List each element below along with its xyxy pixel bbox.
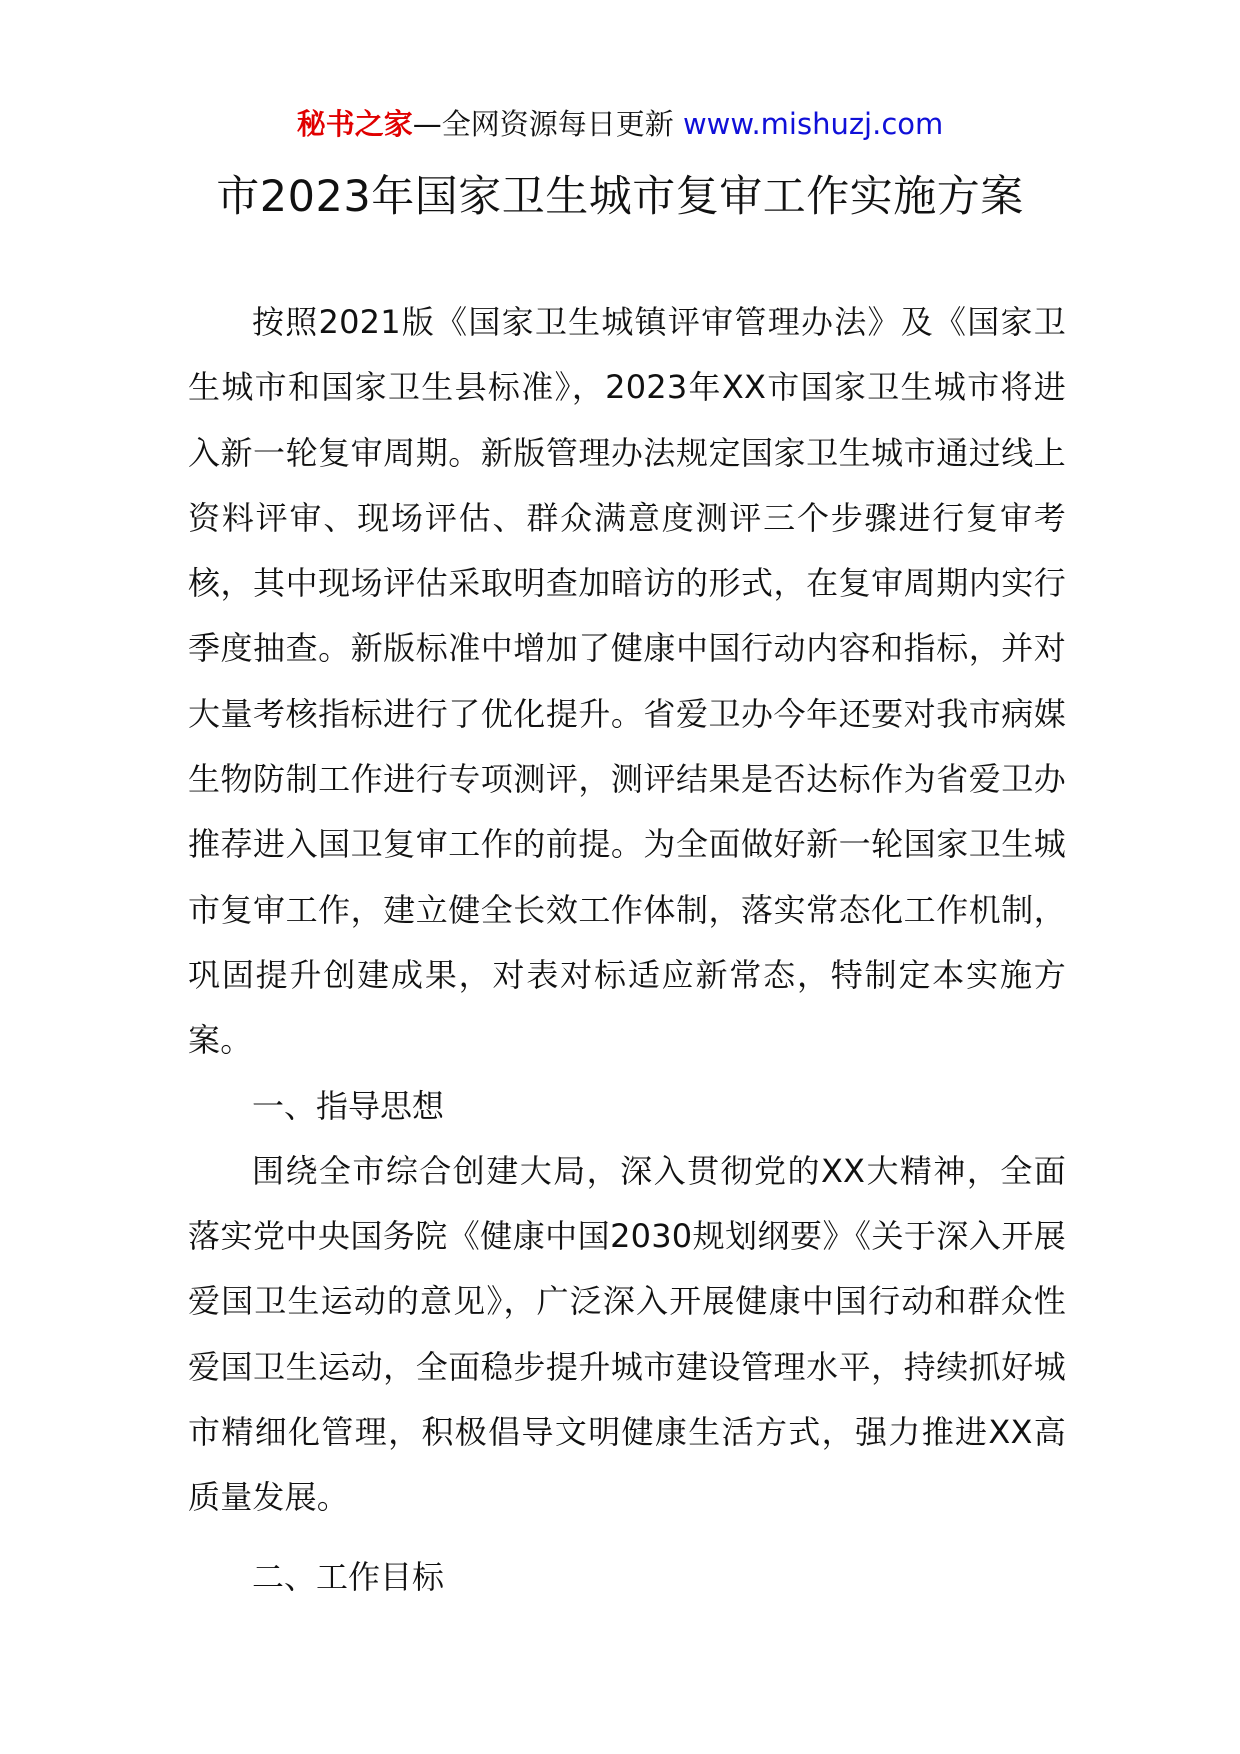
intro-paragraph: 按照2021版《国家卫生城镇评审管理办法》及《国家卫生城市和国家卫生县标准》，2023年XX市国家卫生城市将进入新一轮复审周期。新版管理办法规定国家卫生城市通过线上资料评审、现场评估、群众满意度测评三个步骤进行复审考核，其中现场评估采取明查加暗访的形式，在复审周期内实行季度抽查。新版标准中增加了健康中国行动内容和指标，并对大量考核指标进行了优化提升。省爱卫办今年还要对我市病媒生物防制工作进行专项测评，测评结果是否达标作为省爱卫办推荐进入国卫复审工作的前提。为全面做好新一轮国家卫生城市复审工作，建立健全长效工作体制，落实常态化工作机制，巩固提升创建成果，对表对标适应新常态，特制定本实施方案。: [188, 303, 1066, 1060]
site-url-link[interactable]: www.mishuzj.com: [682, 107, 944, 141]
document-title: 市2023年国家卫生城市复审工作实施方案: [216, 172, 1024, 222]
document-body: [188, 290, 1066, 1610]
header-tagline: —全网资源每日更新: [412, 107, 674, 141]
brand-name: 秘书之家: [296, 107, 413, 141]
section-heading-work-goals: 二、工作目标: [252, 1557, 445, 1596]
guiding-ideology-paragraph: 围绕全市综合创建大局，深入贯彻党的XX大精神，全面落实党中央国务院《健康中国2030规划纲要》《关于深入开展爱国卫生运动的意见》，广泛深入开展健康中国行动和群众性爱国卫生运动，全面稳步提升城市建设管理水平，持续抓好城市精细化管理，积极倡导文明健康生活方式，强力推进XX高质量发展。: [188, 1151, 1066, 1517]
site-header: [0, 104, 1240, 144]
section-heading-guiding-ideology: 一、指导思想: [252, 1086, 445, 1125]
